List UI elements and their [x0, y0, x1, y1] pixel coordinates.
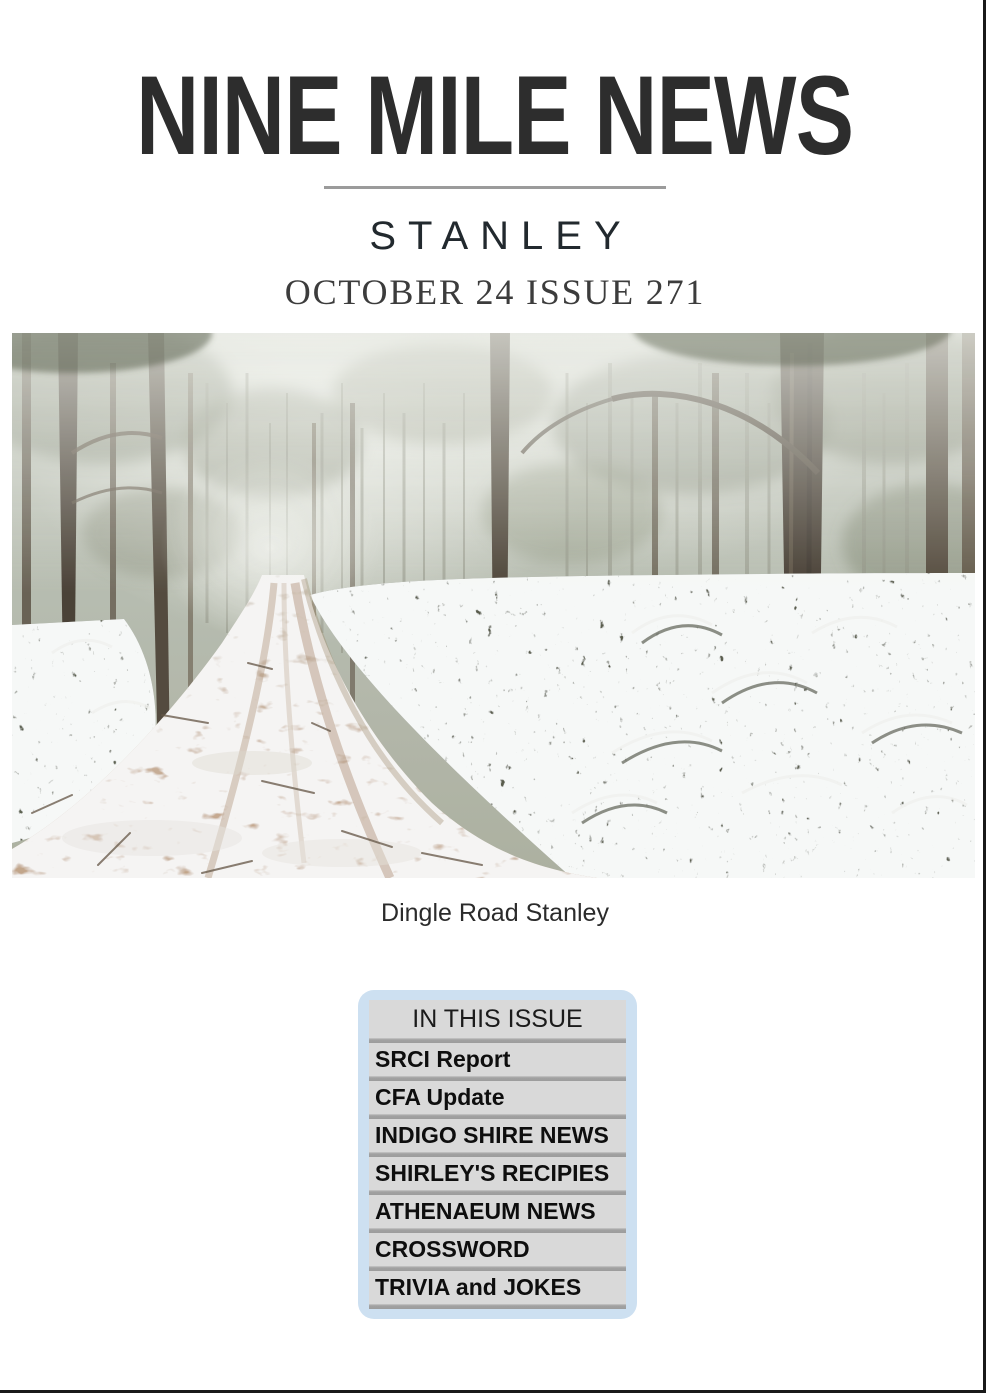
masthead-issue-line: OCTOBER 24 ISSUE 271: [284, 272, 706, 312]
row-divider: [369, 1304, 626, 1309]
issue-item-label: CFA Update: [375, 1084, 505, 1110]
issue-item: [369, 1195, 626, 1228]
issue-box: [358, 990, 637, 1319]
issue-item-label: ATHENAEUM NEWS: [375, 1198, 596, 1224]
issue-item: [369, 1081, 626, 1114]
photo-caption: Dingle Road Stanley: [381, 899, 609, 927]
issue-item-label: TRIVIA and JOKES: [375, 1274, 582, 1300]
issue-item: [369, 1233, 626, 1266]
issue-item-label: INDIGO SHIRE NEWS: [375, 1122, 609, 1148]
page-edge-bottom: [0, 1390, 986, 1393]
masthead-title-text: NINE MILE NEWS: [136, 53, 854, 178]
issue-table: [369, 1000, 626, 1309]
issue-item-label: CROSSWORD: [375, 1236, 530, 1262]
masthead-location: STANLEY: [369, 214, 633, 258]
issue-item-label: SHIRLEY'S RECIPIES: [375, 1160, 610, 1186]
masthead-divider: [324, 186, 666, 189]
issue-item: [369, 1271, 626, 1304]
issue-item: [369, 1043, 626, 1076]
issue-list: [369, 1038, 626, 1304]
issue-item: [369, 1119, 626, 1152]
issue-box-header: IN THIS ISSUE: [412, 1005, 583, 1033]
cover-photo-illustration: [12, 333, 975, 878]
issue-item-label: SRCI Report: [375, 1046, 511, 1072]
issue-item: [369, 1157, 626, 1190]
page-edge-right: [983, 0, 986, 1393]
cover-photo: [12, 333, 975, 878]
masthead-title: [0, 53, 990, 178]
